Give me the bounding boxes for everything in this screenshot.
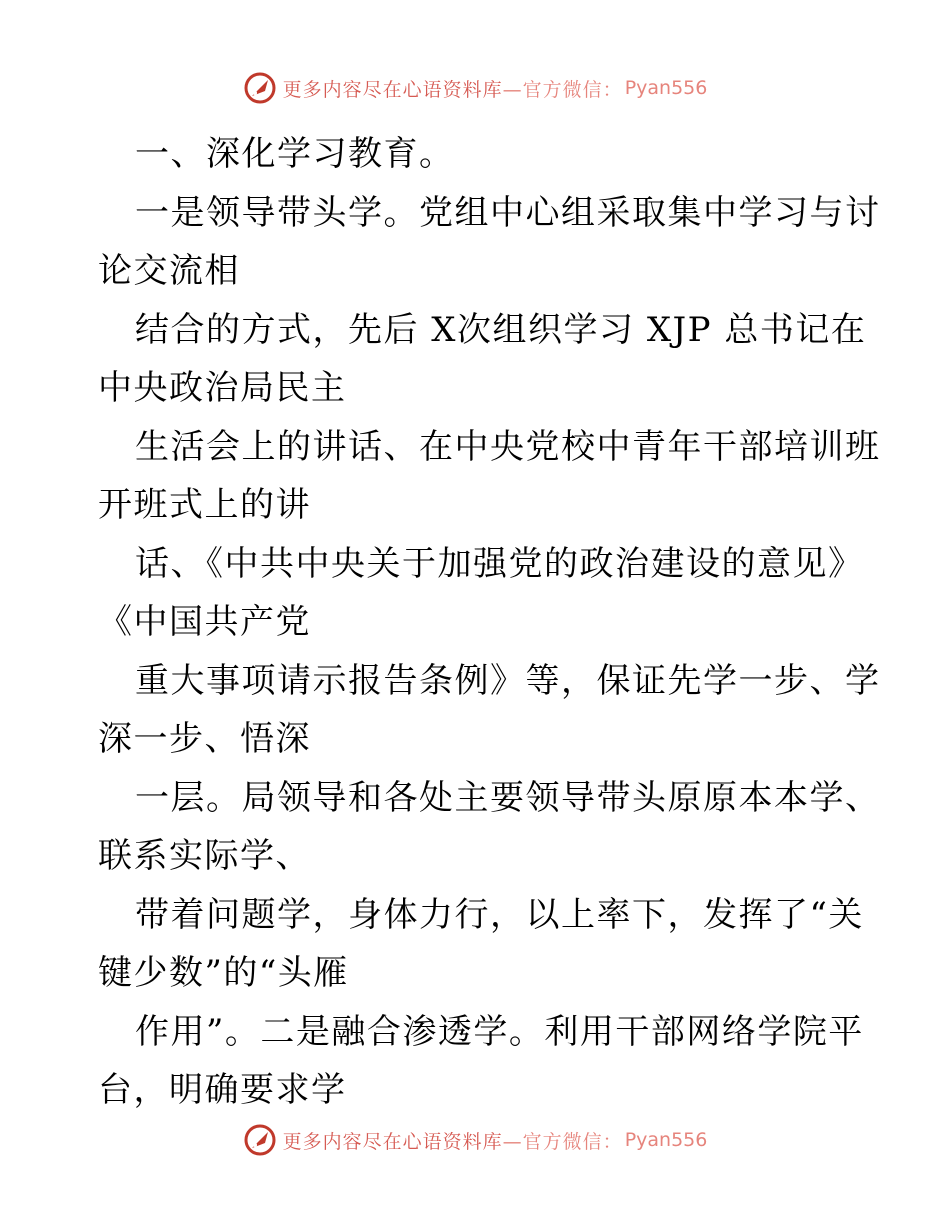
watermark-label: —官方微信：	[502, 1130, 623, 1153]
watermark-wechat-id: Pyan556	[624, 1129, 708, 1151]
paragraph-line: 作用”。二是融合渗透学。利用干部网络学院平 台，明确要求学	[98, 1011, 864, 1110]
section-heading: 一、深化学习教育。	[135, 134, 455, 174]
header-watermark	[0, 68, 950, 108]
paragraph-line: 话、《中共中央关于加强党的政治建设的意见》 《中国共产党	[98, 543, 864, 642]
document-body	[98, 125, 881, 1120]
watermark-label: —官方微信：	[502, 78, 623, 101]
watermark-text: 更多内容尽在心语资料库	[282, 1130, 503, 1153]
paragraph-line: 一是领导带头学。党组中心组采取集中学习与讨 论交流相	[98, 192, 881, 291]
watermark-wechat-id: Pyan556	[624, 77, 708, 99]
watermark-text: 更多内容尽在心语资料库	[282, 78, 503, 101]
paragraph-line: 生活会上的讲话、在中央党校中青年干部培训班 开班式上的讲	[98, 426, 881, 525]
quill-logo-icon	[243, 71, 277, 105]
footer-watermark	[0, 1120, 950, 1160]
quill-logo-icon	[243, 1123, 277, 1157]
paragraph-line: 结合的方式，先后 X次组织学习 XJP 总书记在 中央政治局民主	[98, 309, 867, 408]
paragraph-line: 带着问题学，身体力行，以上率下，发挥了“关 键少数”的“头雁	[98, 894, 864, 993]
paragraph-line: 一层。局领导和各处主要领导带头原原本本学、 联系实际学、	[98, 777, 881, 876]
paragraph-line: 重大事项请示报告条例》等，保证先学一步、学 深一步、悟深	[98, 660, 881, 759]
